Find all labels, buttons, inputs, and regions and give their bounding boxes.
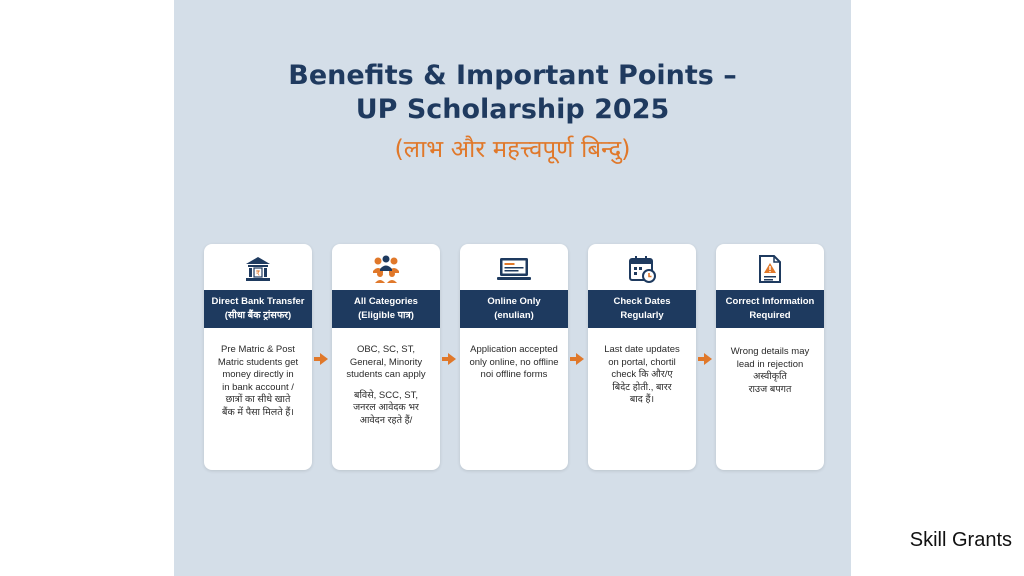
card-title: Correct Information [725,296,815,307]
card-text-line: Last date updates [604,344,680,355]
card-text-line: only online, no offline [469,356,559,368]
card-text-line: Application accepted [470,344,558,355]
svg-text:₹: ₹ [255,269,261,278]
card-title: Check Dates [613,296,671,307]
card-title: All Categories [354,296,418,307]
card-correct-information [716,244,824,470]
card-text-line: check कि और/ए [611,369,673,380]
card-header [716,290,824,328]
page-subtitle-hindi: (लाभ और महत्त्वपूर्ण बिन्दु) [394,135,631,163]
card-text-line: छात्रों का सीधे खाते [225,394,291,405]
card-text-line: आवेदन रहते हैं/ [359,414,413,426]
warning-document-icon [716,248,824,290]
page-title-line1: Benefits & Important Points – [288,60,737,91]
card-text-line: Pre Matric & Post [221,344,295,355]
card-check-dates [588,244,696,470]
card-text-line: बिदेट होती., बारर [612,381,672,393]
card-body [466,344,562,382]
bank-icon [204,248,312,290]
card-text-line: money directly in [222,369,294,380]
card-text-line: Matric students get [217,356,299,368]
card-body [722,346,818,396]
card-text-line: students can apply [346,369,426,380]
card-text-line: बविसे, SCC, ST, [354,389,418,401]
card-body [210,344,306,419]
card-subtitle: Regularly [620,310,664,321]
card-subtitle: (Eligible पात्र) [358,310,414,321]
card-header [588,290,696,328]
arrow-right-icon [698,353,712,365]
card-text-line: noi offline forms [480,369,548,380]
calendar-icon [588,248,696,290]
card-text-line: जनरल आवेदक भर [353,402,419,413]
brand-watermark: Skill Grants [909,529,1012,551]
card-text-line: in bank account / [222,381,294,393]
card-text-line: राउज बपगत [748,383,792,395]
card-text-line: अस्वीकृति [753,371,787,382]
page-title-line2: UP Scholarship 2025 [355,94,670,125]
card-online-only [460,244,568,470]
card-text-line: on portal, chortil [608,356,676,368]
arrow-right-icon [314,353,328,365]
card-text-line: OBC, SC, ST, [356,344,416,355]
card-text-line: बैंक में पैसा मिलते हैं। [222,406,294,418]
card-subtitle: Required [749,310,791,321]
card-title: Direct Bank Transfer [211,296,305,307]
card-text-line: Wrong details may [730,346,810,357]
card-title: Online Only [487,296,541,307]
card-text-line: बाद हैं। [629,394,655,405]
card-direct-bank-transfer [204,244,312,470]
card-subtitle: (सीधा बैंक ट्रांसफर) [224,310,292,321]
card-header [460,290,568,328]
card-header [332,290,440,328]
card-text-line: General, Minority [349,356,423,368]
card-all-categories [332,244,440,470]
card-subtitle: (enulian) [494,310,534,321]
card-body [338,344,434,427]
group-icon [332,248,440,290]
laptop-icon [460,248,568,290]
card-header [204,290,312,328]
card-body [594,344,690,407]
arrow-right-icon [570,353,584,365]
card-text-line: lead in rejection [736,358,804,370]
arrow-right-icon [442,353,456,365]
